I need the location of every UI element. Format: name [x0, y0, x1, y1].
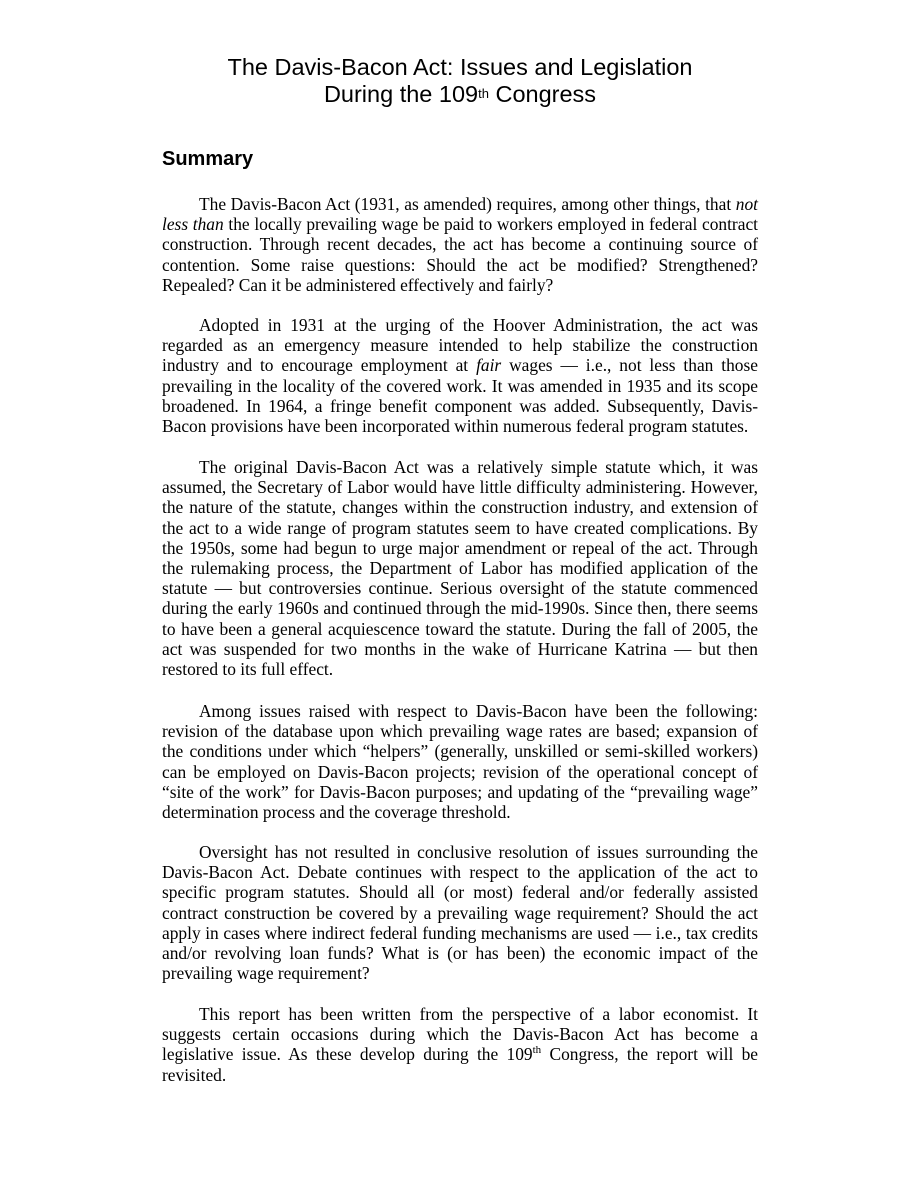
summary-paragraph-1 [162, 194, 758, 295]
summary-paragraph-4: Among issues raised with respect to Davis-Bacon have been the following: revision of the database upon which prevailing wage rates are based; expansion of the conditions under which “helpers” (generally, unskilled or semi-skilled workers) can be employed on Davis-Bacon projects; revision of the operational concept of “site of the work” for Davis-Bacon purposes; and updating of the “prevailing wage” determination process and the coverage threshold. [162, 701, 758, 823]
summary-paragraph-2 [162, 315, 758, 436]
p1-text-b: the locally prevailing wage be paid to workers employed in federal contract construction. Through recent decades, the act has become a continuing source of contention. Some raise questions: Should the act be modified? Strengthened? Repealed? Can it be administered effectively and fairly? [162, 214, 758, 295]
title-line-1: The Davis-Bacon Act: Issues and Legislation [227, 54, 693, 80]
p6-superscript: th [532, 1044, 542, 1057]
p1-text-a: The Davis-Bacon Act (1931, as amended) requires, among other things, that [199, 194, 736, 214]
summary-paragraph-5: Oversight has not resulted in conclusive resolution of issues surrounding the Davis-Bacon Act. Debate continues with respect to the application of the act to specific program statutes. Should all (or most) federal and/or federally assisted contract construction be covered by a prevailing wage requirement? Should the act apply in cases where indirect federal funding mechanisms are used — i.e., tax credits and/or revolving loan funds? What is (or has been) the economic impact of the prevailing wage requirement? [162, 842, 758, 984]
title-superscript: th [478, 86, 489, 101]
p2-text-b: wages — i.e., not less than those prevailing in the locality of the covered work. It was amended in 1935 and its scope broadened. In 1964, a fringe benefit component was added. Subsequently, Davis-Bacon provisions have been incorporated within numerous federal program statutes. [162, 355, 758, 437]
p2-text-a: Adopted in 1931 at the urging of the Hoover Administration, the act was regarded as an emergency measure intended to help stabilize the construction industry and to encourage employment at [162, 315, 758, 376]
title-line-2-post: Congress [488, 81, 597, 107]
summary-paragraph-3: The original Davis-Bacon Act was a relatively simple statute which, it was assumed, the Secretary of Labor would have little difficulty administering. However, the nature of the statute, changes within the construction industry, and extension of the act to a wide range of program statutes seem to have created complications. By the 1950s, some had begun to urge major amendment or repeal of the act. Through the rulemaking process, the Department of Labor has modified application of the statute — but controversies continue. Serious oversight of the statute commenced during the early 1960s and continued through the mid-1990s. Since then, there seems to have been a general acquiescence toward the statute. During the fall of 2005, the act was suspended for two months in the wake of Hurricane Katrina — but then restored to its full effect. [162, 457, 758, 680]
section-heading-summary: Summary [162, 148, 254, 170]
p6-text-a: This report has been written from the perspective of a labor economist. It suggests certain occasions during which the Davis-Bacon Act has become a legislative issue. As these develop during the 109 [162, 1004, 758, 1065]
p6-text-b: Congress, the report will be revisited. [162, 1044, 758, 1085]
p1-emphasis: not less than [162, 194, 758, 235]
title-line-2 [160, 81, 760, 108]
p2-emphasis: fair [476, 355, 502, 376]
document-title [160, 54, 760, 108]
summary-paragraph-6 [162, 1004, 758, 1085]
title-line-2-pre: During the 109 [323, 81, 479, 107]
